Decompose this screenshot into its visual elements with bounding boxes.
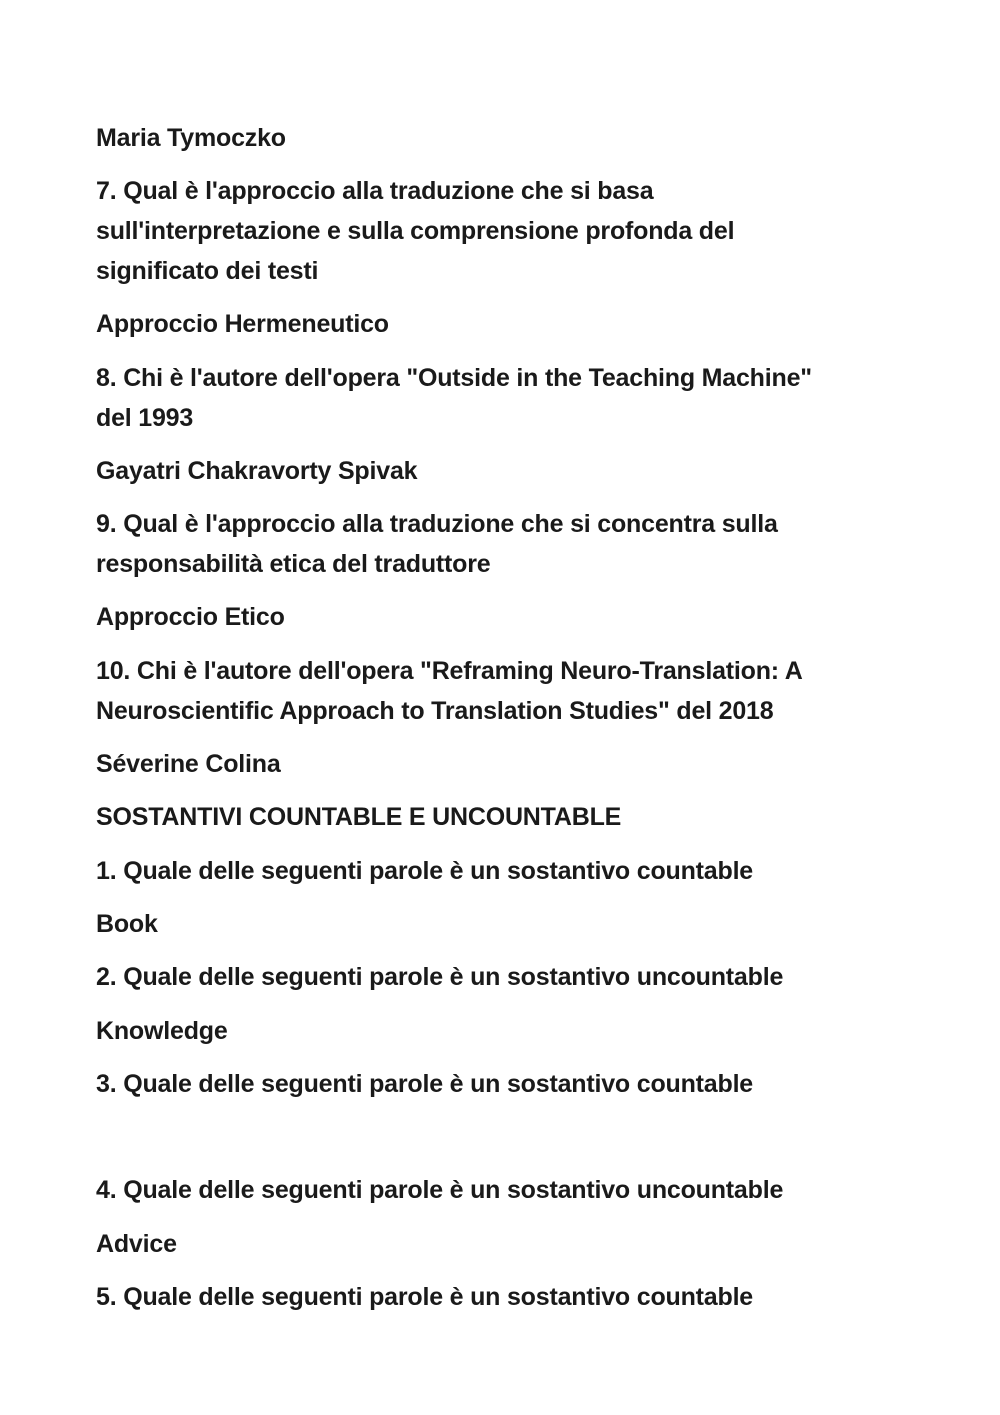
- answer-text: Maria Tymoczko: [96, 124, 286, 152]
- question-text: del 1993: [96, 404, 194, 432]
- question-text: 1. Quale delle seguenti parole è un sostantivo countable: [96, 857, 754, 885]
- answer-text: Gayatri Chakravorty Spivak: [96, 457, 418, 485]
- question-text: 9. Qual è l'approccio alla traduzione che si concentra sulla: [96, 510, 778, 538]
- question-text: 8. Chi è l'autore dell'opera "Outside in the Teaching Machine": [96, 364, 812, 392]
- answer-text: Approccio Hermeneutico: [96, 310, 389, 338]
- question-text: 4. Quale delle seguenti parole è un sostantivo uncountable: [96, 1176, 784, 1204]
- answer-text: Séverine Colina: [96, 750, 281, 778]
- question-text: responsabilità etica del traduttore: [96, 550, 491, 578]
- question-text: sull'interpretazione e sulla comprensione profonda del: [96, 217, 735, 245]
- answer-text: Book: [96, 910, 158, 938]
- section-heading: SOSTANTIVI COUNTABLE E UNCOUNTABLE: [96, 803, 622, 831]
- question-text: 7. Qual è l'approccio alla traduzione che si basa: [96, 177, 654, 205]
- answer-text: Advice: [96, 1230, 177, 1258]
- question-text: Neuroscientific Approach to Translation Studies" del 2018: [96, 697, 774, 725]
- answer-text: Approccio Etico: [96, 603, 285, 631]
- question-text: 5. Quale delle seguenti parole è un sostantivo countable: [96, 1283, 754, 1311]
- question-text: significato dei testi: [96, 257, 319, 285]
- question-text: 10. Chi è l'autore dell'opera "Reframing Neuro-Translation: A: [96, 657, 803, 685]
- question-text: 2. Quale delle seguenti parole è un sostantivo uncountable: [96, 963, 784, 991]
- question-text: 3. Quale delle seguenti parole è un sostantivo countable: [96, 1070, 754, 1098]
- answer-text: Knowledge: [96, 1017, 228, 1045]
